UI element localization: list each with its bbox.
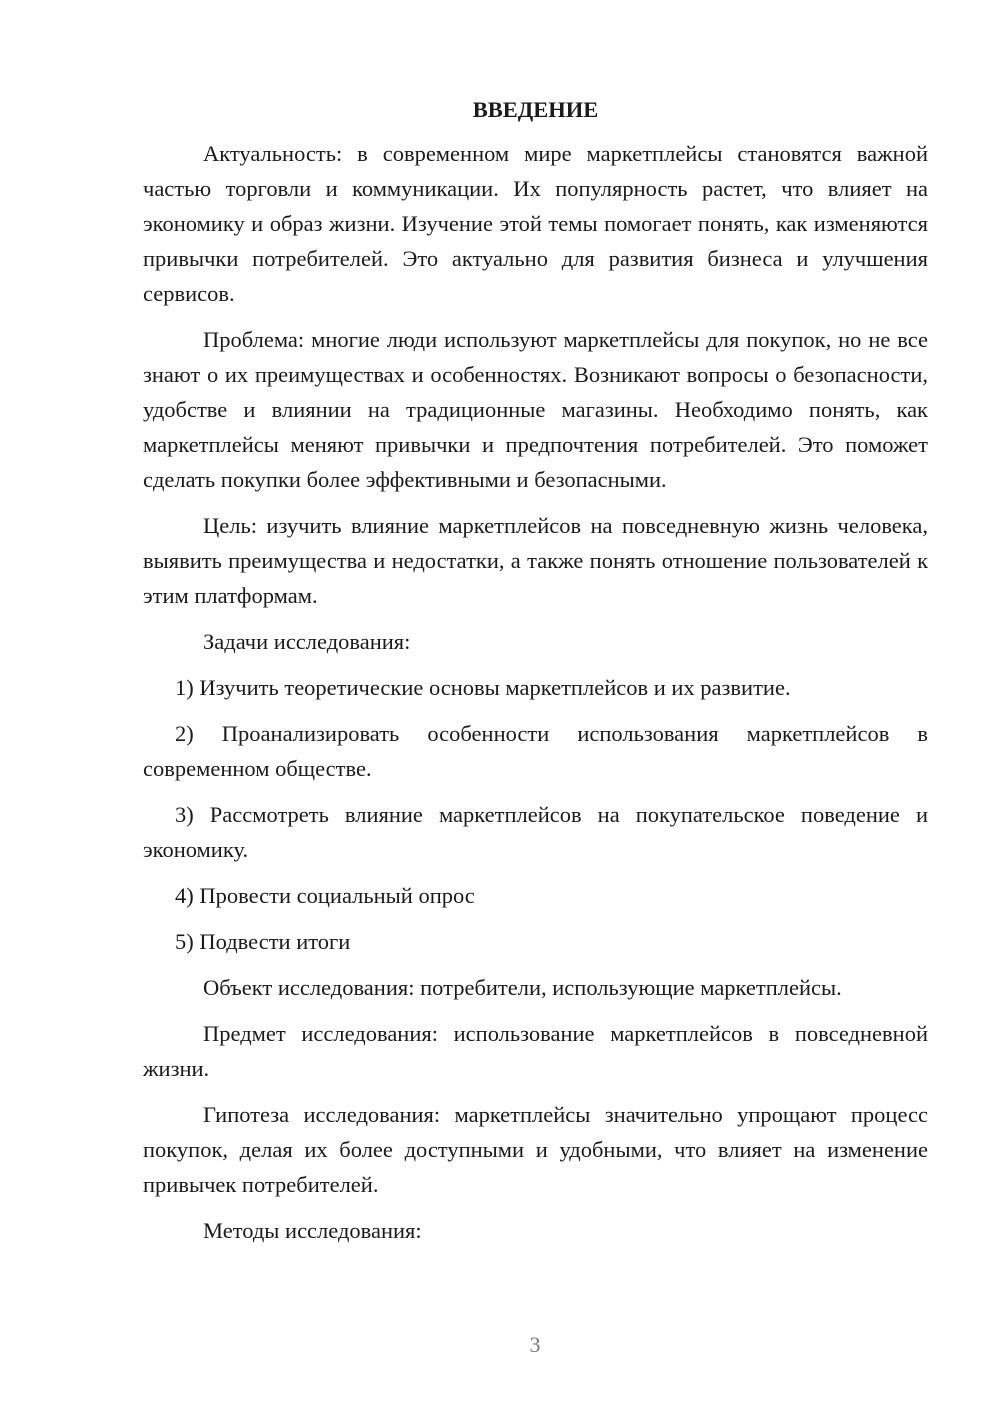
document-page xyxy=(143,95,928,1259)
section-title: ВВЕДЕНИЕ xyxy=(472,97,599,122)
hypothesis-paragraph: Гипотеза исследования: маркетплейсы значительно упрощают процесс покупок, делая их более доступными и удобными, что влияет на изменение привычек потребителей. xyxy=(143,1102,928,1197)
list-item: 3) Рассмотреть влияние маркетплейсов на покупательское поведение и экономику. xyxy=(143,802,928,862)
problem-paragraph: Проблема: многие люди используют маркетплейсы для покупок, но не все знают о их преимуществах и особенностях. Возникают вопросы о безопасности, удобстве и влиянии на традиционные магазины. Необходимо понять, как маркетплейсы меняют привычки и предпочтения потребителей. Это поможет сделать покупки более эффективными и безопасными. xyxy=(143,327,928,492)
methods-heading: Методы исследования: xyxy=(203,1218,422,1243)
list-item: 4) Провести социальный опрос xyxy=(175,883,475,908)
tasks-heading: Задачи исследования: xyxy=(203,629,411,654)
tasks-list xyxy=(143,670,928,959)
object-paragraph: Объект исследования: потребители, использующие маркетплейсы. xyxy=(203,975,842,1000)
subject-paragraph: Предмет исследования: использование маркетплейсов в повседневной жизни. xyxy=(143,1021,928,1081)
list-item: 1) Изучить теоретические основы маркетплейсов и их развитие. xyxy=(175,675,791,700)
page-number: 3 xyxy=(529,1332,541,1357)
relevance-paragraph: Актуальность: в современном мире маркетплейсы становятся важной частью торговли и коммуникации. Их популярность растет, что влияет на экономику и образ жизни. Изучение этой темы помогает понять, как изменяются привычки потребителей. Это актуально для развития бизнеса и улучшения сервисов. xyxy=(143,141,928,306)
goal-paragraph: Цель: изучить влияние маркетплейсов на повседневную жизнь человека, выявить преимущества и недостатки, а также понять отношение пользователей к этим платформам. xyxy=(143,513,928,608)
list-item: 5) Подвести итоги xyxy=(175,929,351,954)
list-item: 2) Проанализировать особенности использования маркетплейсов в современном обществе. xyxy=(143,721,928,781)
